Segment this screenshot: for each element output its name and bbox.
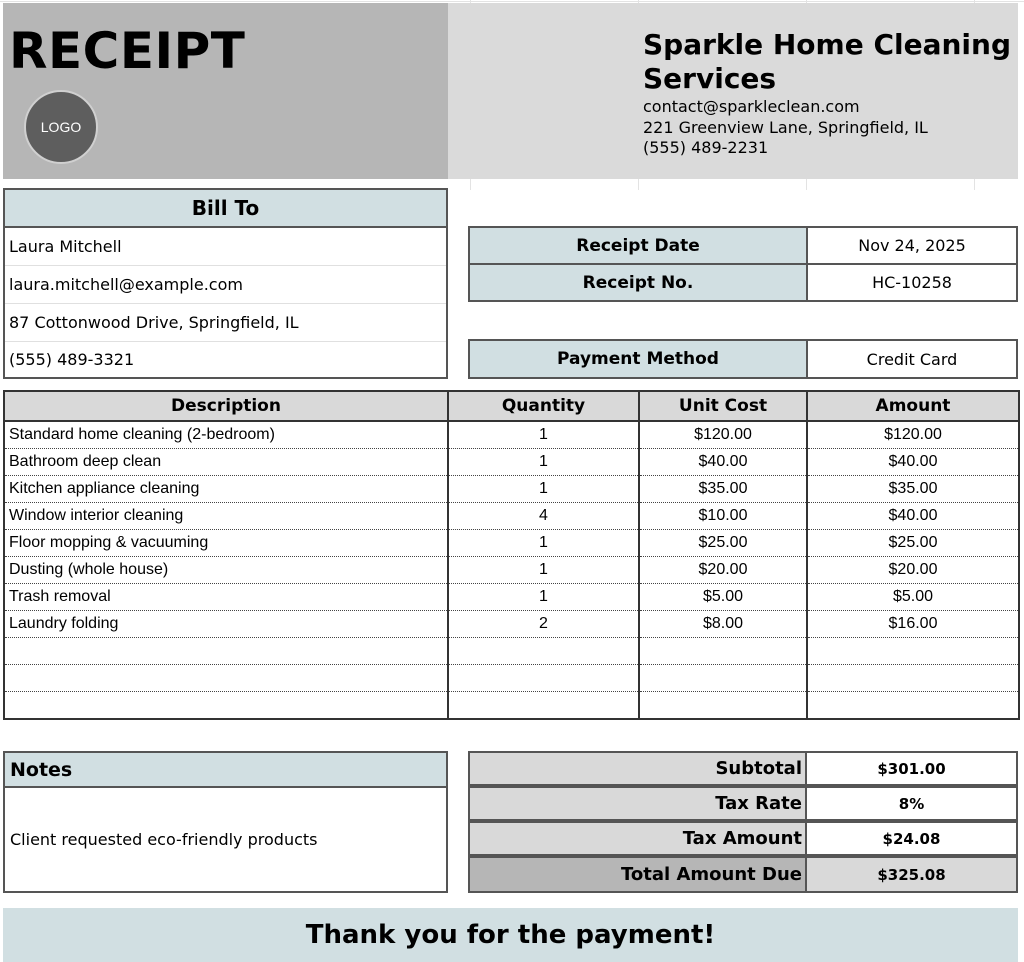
company-phone: (555) 489-2231 [643, 138, 769, 157]
item-description: Bathroom deep clean [4, 449, 448, 476]
table-row [4, 557, 1019, 584]
thank-you-banner: Thank you for the payment! [3, 908, 1018, 962]
item-unit-cost: $20.00 [639, 557, 807, 584]
total-due-label: Total Amount Due [470, 858, 807, 891]
item-unit-cost: $8.00 [639, 611, 807, 638]
tax-amount-row [468, 821, 1018, 856]
item-amount: $16.00 [807, 611, 1019, 638]
payment-method-label: Payment Method [470, 341, 808, 377]
table-row-empty [4, 638, 1019, 665]
item-description: Floor mopping & vacuuming [4, 530, 448, 557]
item-description: Kitchen appliance cleaning [4, 476, 448, 503]
receipt-number-value: HC-10258 [872, 273, 952, 292]
bill-to-name: Laura Mitchell [5, 228, 446, 266]
item-amount: $25.00 [807, 530, 1019, 557]
item-amount: $40.00 [807, 449, 1019, 476]
item-description: Trash removal [4, 584, 448, 611]
item-amount: $20.00 [807, 557, 1019, 584]
item-amount: $40.00 [807, 503, 1019, 530]
tax-amount-value: $24.08 [882, 829, 941, 848]
table-row [4, 611, 1019, 638]
item-quantity: 2 [448, 611, 639, 638]
subtotal-value: $301.00 [877, 759, 946, 778]
item-unit-cost: $25.00 [639, 530, 807, 557]
subtotal-row [468, 751, 1018, 786]
receipt-number-row [468, 263, 1018, 302]
receipt-number-label: Receipt No. [470, 265, 808, 300]
total-due-row [468, 856, 1018, 893]
item-quantity: 1 [448, 449, 639, 476]
item-unit-cost: $5.00 [639, 584, 807, 611]
column-header-description: Description [4, 391, 448, 421]
item-quantity: 1 [448, 584, 639, 611]
subtotal-label: Subtotal [470, 753, 807, 784]
table-row [4, 421, 1019, 449]
company-email: contact@sparkleclean.com [643, 97, 860, 116]
payment-method-value: Credit Card [866, 349, 958, 369]
bill-to-email: laura.mitchell@example.com [5, 266, 446, 304]
payment-method-row [468, 339, 1018, 379]
item-amount: $35.00 [807, 476, 1019, 503]
table-row [4, 449, 1019, 476]
receipt-date-value: Nov 24, 2025 [858, 236, 966, 255]
item-quantity: 1 [448, 530, 639, 557]
table-row [4, 584, 1019, 611]
receipt-date-label: Receipt Date [470, 228, 808, 263]
tax-rate-row [468, 786, 1018, 821]
table-header-row [4, 391, 1019, 421]
table-row [4, 503, 1019, 530]
line-items-table [3, 390, 1020, 720]
receipt-title: RECEIPT [9, 22, 246, 80]
gridline [0, 1, 1024, 2]
bill-to-heading: Bill To [3, 188, 448, 228]
bill-to-phone: (555) 489-3321 [9, 349, 135, 369]
table-row [4, 530, 1019, 557]
company-address: 221 Greenview Lane, Springfield, IL [643, 118, 928, 137]
item-quantity: 1 [448, 476, 639, 503]
tax-rate-label: Tax Rate [470, 788, 807, 819]
notes-heading: Notes [3, 751, 448, 788]
table-row [4, 476, 1019, 503]
item-unit-cost: $120.00 [639, 421, 807, 449]
company-name: Sparkle Home Cleaning Services [643, 28, 1011, 95]
item-amount: $120.00 [807, 421, 1019, 449]
item-amount: $5.00 [807, 584, 1019, 611]
bill-to-block [3, 228, 448, 379]
item-quantity: 4 [448, 503, 639, 530]
logo-placeholder: LOGO [24, 90, 98, 164]
receipt-date-row [468, 226, 1018, 265]
bill-to-address: 87 Cottonwood Drive, Springfield, IL [5, 304, 446, 342]
item-description: Window interior cleaning [4, 503, 448, 530]
table-row-empty [4, 692, 1019, 720]
column-header-quantity: Quantity [448, 391, 639, 421]
notes-text: Client requested eco-friendly products [3, 788, 448, 893]
column-header-unit-cost: Unit Cost [639, 391, 807, 421]
table-row-empty [4, 665, 1019, 692]
total-due-value: $325.08 [807, 858, 1016, 891]
column-header-amount: Amount [807, 391, 1019, 421]
item-description: Standard home cleaning (2-bedroom) [4, 421, 448, 449]
item-description: Dusting (whole house) [4, 557, 448, 584]
item-unit-cost: $35.00 [639, 476, 807, 503]
item-quantity: 1 [448, 557, 639, 584]
item-description: Laundry folding [4, 611, 448, 638]
item-unit-cost: $10.00 [639, 503, 807, 530]
item-unit-cost: $40.00 [639, 449, 807, 476]
tax-rate-value: 8% [898, 794, 925, 813]
item-quantity: 1 [448, 421, 639, 449]
tax-amount-label: Tax Amount [470, 823, 807, 854]
